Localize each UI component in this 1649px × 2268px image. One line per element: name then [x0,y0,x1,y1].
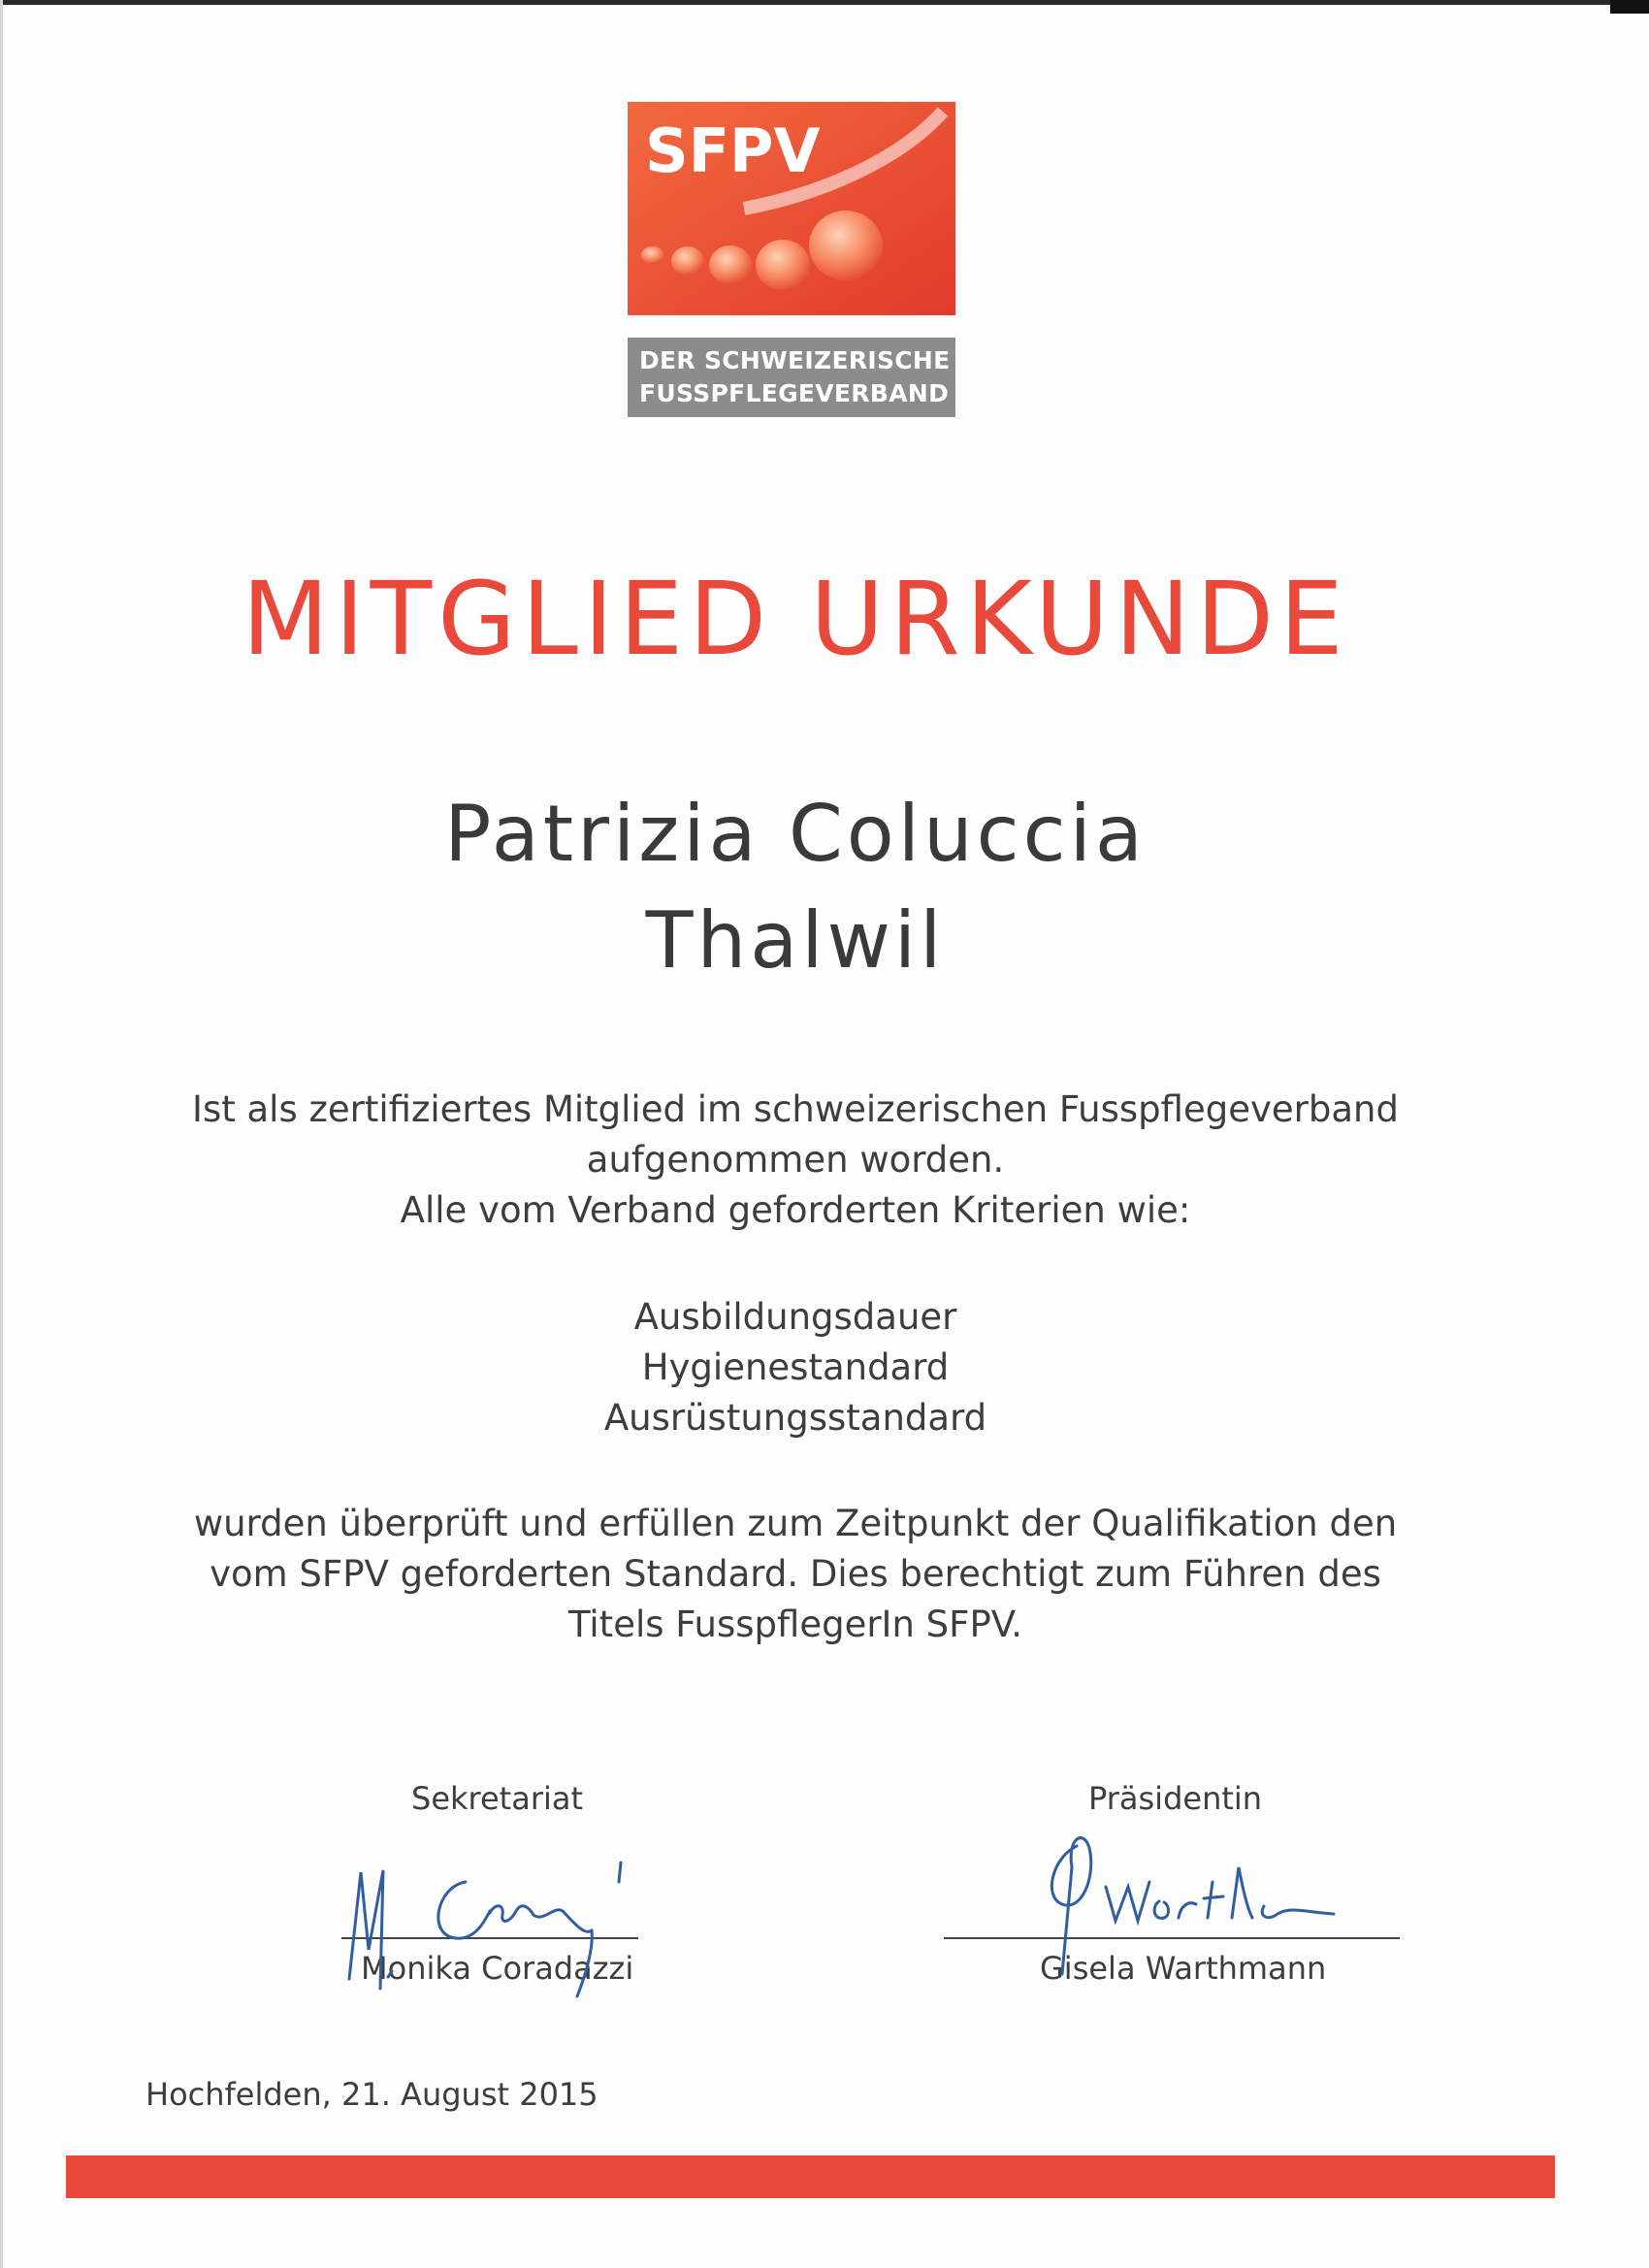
closing-line: wurden überprüft und erfüllen zum Zeitpunkt der Qualifikation den [193,1503,1398,1544]
scan-corner-mark [1610,0,1649,14]
closing-paragraph [0,1499,1591,1650]
footer-accent-bar [66,2155,1555,2198]
president-name: Gisela Warthmann [1040,1950,1327,1987]
secretariat-signature [330,1843,650,1998]
certificate-title: MITGLIED URKUNDE [242,560,1349,678]
logo-subtitle-line2: FUSSPFLEGEVERBAND [639,379,950,407]
secretariat-name: Monika Coradazzi [361,1950,634,1987]
sfpv-logo-mark [628,102,955,315]
scan-border-top [0,0,1649,5]
logo-subtitle [628,338,955,417]
secretariat-label: Sekretariat [411,1780,584,1817]
criteria-item: Ausrüstungsstandard [603,1397,987,1439]
intro-line: aufgenommen worden. [586,1139,1005,1181]
sfpv-logo [628,102,955,417]
place-and-date: Hochfelden, 21. August 2015 [146,2076,598,2113]
member-name: Patrizia Coluccia [444,789,1147,879]
president-signature [1023,1829,1353,1984]
intro-line: Ist als zertifiziertes Mitglied im schweizerischen Fusspflegeverband [192,1088,1399,1130]
closing-line: vom SFPV geforderten Standard. Dies berechtigt zum Führen des [210,1553,1381,1595]
president-label: Präsidentin [1088,1780,1263,1817]
closing-line: Titels FusspflegerIn SFPV. [567,1604,1023,1645]
criteria-list [0,1292,1591,1443]
member-city: Thalwil [645,895,946,986]
intro-line: Alle vom Verband geforderten Kriterien wie: [400,1189,1191,1231]
logo-wordmark: SFPV [645,115,821,186]
intro-paragraph [0,1085,1591,1236]
criteria-item: Hygienestandard [641,1346,950,1388]
logo-subtitle-line1: DER SCHWEIZERISCHE [639,346,951,374]
criteria-item: Ausbildungsdauer [633,1296,957,1338]
